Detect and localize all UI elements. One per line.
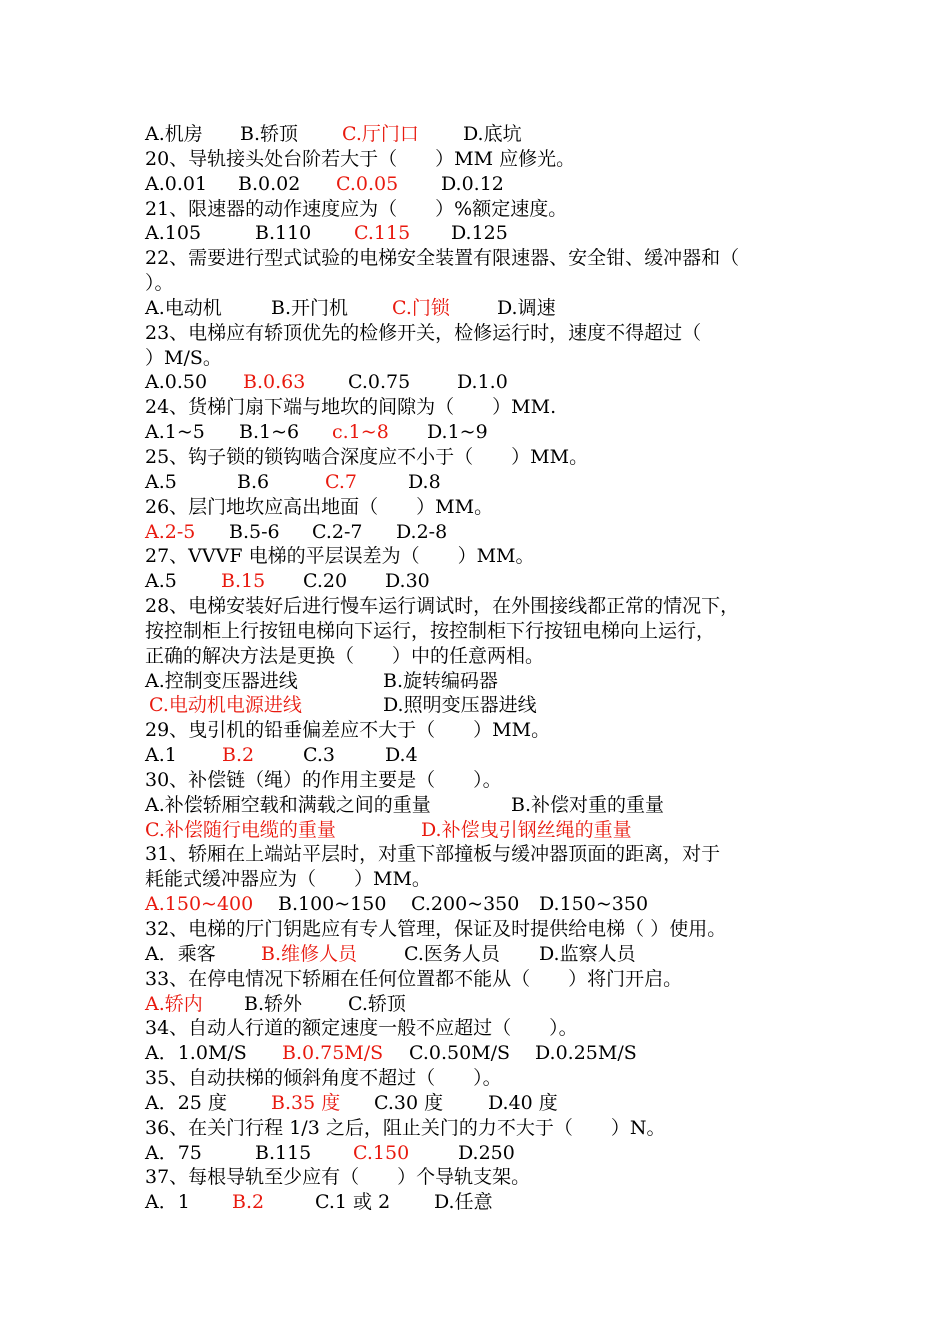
answer-option: A．75: [145, 1141, 202, 1164]
question-text-line: 36、在关门行程 1/3 之后，阻止关门的力不大于（ ）N。: [145, 1116, 666, 1139]
answer-option: D.125: [451, 222, 508, 245]
answer-option: A.0.01: [145, 172, 208, 195]
answer-option-correct: A.2-5: [145, 520, 196, 543]
options-line: [145, 520, 835, 545]
answer-option-correct: C.115: [354, 222, 411, 245]
answer-option: A.1~5: [145, 421, 205, 444]
options-line: [145, 942, 835, 967]
question-text-line: 24、货梯门扇下端与地坎的间隙为（ ）MM.: [145, 396, 557, 419]
answer-option: B.开门机: [271, 296, 349, 319]
question-text-line: 32、电梯的厅门钥匙应有专人管理，保证及时提供给电梯（ ）使用。: [145, 918, 727, 940]
answer-option: D.照明变压器进线: [383, 694, 537, 717]
question-text-line: 29、曳引机的铅垂偏差应不大于（ ）MM。: [145, 719, 551, 742]
answer-option: B.轿外: [244, 992, 303, 1015]
options-line: [145, 693, 835, 718]
question-text-line: 37、每根导轨至少应有（ ）个导轨支架。: [145, 1166, 531, 1189]
answer-option: C.0.75: [348, 371, 411, 394]
answer-option-correct: A.轿内: [145, 992, 203, 1015]
answer-option: A.1: [145, 744, 177, 767]
answer-option: A.5: [145, 470, 177, 493]
question-text-line: 26、层门地坎应高出地面（ ）MM。: [145, 495, 494, 518]
answer-option: D.1~9: [427, 421, 488, 444]
answer-option: D.0.25M/S: [535, 1042, 637, 1065]
answer-option-correct: C.补偿随行电缆的重量: [145, 818, 336, 841]
answer-option: A.5: [145, 570, 177, 593]
question-text-line: 28、电梯安装好后进行慢车运行调试时，在外围接线都正常的情况下，: [145, 595, 740, 618]
answer-option: D.8: [408, 470, 441, 493]
options-line: [145, 818, 835, 843]
answer-option: D.任意: [434, 1191, 493, 1214]
answer-option: B.6: [237, 470, 270, 493]
answer-option: A.105: [145, 222, 202, 245]
options-line: [145, 892, 835, 917]
answer-option-correct: B.15: [221, 570, 266, 593]
answer-option: B.5-6: [229, 520, 280, 543]
answer-option: D.4: [385, 744, 418, 767]
answer-option-correct: B.35 度: [271, 1091, 341, 1114]
answer-option: C.3: [303, 744, 335, 767]
answer-option-correct: C.0.05: [336, 172, 399, 195]
answer-option: C.0.50M/S: [409, 1042, 511, 1065]
options-line: [145, 420, 835, 445]
question-text-line: 30、补偿链（绳）的作用主要是（ ）。: [145, 768, 502, 791]
answer-option: A.0.50: [145, 371, 208, 394]
options-line: [145, 172, 835, 197]
answer-option-correct: B.维修人员: [261, 942, 358, 965]
options-line: [145, 569, 835, 594]
options-line: [145, 1041, 835, 1066]
options-line: [145, 221, 835, 246]
answer-option: B.100~150: [278, 893, 387, 916]
answer-option: C.轿顶: [348, 992, 406, 1015]
answer-option: A．25 度: [145, 1091, 227, 1114]
answer-option: A．1: [145, 1191, 190, 1214]
answer-option-correct: B.0.63: [243, 371, 306, 394]
answer-option-correct: C.7: [325, 470, 357, 493]
answer-option: C.2-7: [312, 520, 363, 543]
options-line: [145, 1091, 835, 1116]
question-text-line: ）M/S。: [145, 346, 222, 369]
answer-option-correct: B.2: [222, 744, 255, 767]
question-text-line: 33、在停电情况下轿厢在任何位置都不能从（ ）将门开启。: [145, 967, 683, 990]
answer-option: A．1.0M/S: [145, 1042, 247, 1065]
answer-option: D.2-8: [396, 520, 448, 543]
answer-option: B.1~6: [239, 421, 300, 444]
answer-option: A．乘客: [145, 942, 216, 965]
options-line: [145, 743, 835, 768]
answer-option: A.补偿轿厢空载和满载之间的重量: [145, 793, 431, 816]
question-text-line: 31、轿厢在上端站平层时，对重下部撞板与缓冲器顶面的距离，对于: [145, 843, 721, 866]
answer-option: C.30 度: [374, 1091, 444, 1114]
options-line: [145, 992, 835, 1017]
question-text-line: 23、电梯应有轿顶优先的检修开关，检修运行时，速度不得超过（: [145, 321, 702, 344]
answer-option-correct: c.1~8: [332, 421, 389, 444]
answer-option-correct: C.电动机电源进线: [149, 694, 302, 717]
options-line: [145, 1190, 835, 1215]
answer-option: D.250: [458, 1141, 515, 1164]
answer-option: C.1 或 2: [315, 1191, 391, 1214]
options-line: [145, 296, 835, 321]
answer-option: B.0.02: [238, 172, 301, 195]
question-text-line: 35、自动扶梯的倾斜角度不超过（ ）。: [145, 1067, 502, 1090]
answer-option-correct: C.厅门口: [342, 123, 419, 145]
question-text-line: 25、钩子锁的锁钩啮合深度应不小于（ ）MM。: [145, 445, 589, 468]
answer-option: D.150~350: [539, 893, 649, 916]
answer-option: D.监察人员: [539, 942, 636, 965]
options-line: [145, 669, 835, 694]
document-body: [145, 122, 835, 1215]
answer-option-correct: C.150: [353, 1141, 410, 1164]
question-text-line: 27、VVVF 电梯的平层误差为（ ）MM。: [145, 545, 535, 568]
answer-option: A.控制变压器进线: [145, 669, 298, 692]
options-line: [145, 470, 835, 495]
question-text-line: 20、导轨接头处台阶若大于（ ）MM 应修光。: [145, 147, 576, 170]
answer-option: A.机房: [145, 123, 203, 145]
answer-option: B.旋转编码器: [383, 669, 499, 692]
options-line: [145, 793, 835, 818]
options-line: [145, 1141, 835, 1166]
answer-option: C.医务人员: [404, 942, 500, 965]
answer-option: A.电动机: [145, 296, 222, 319]
answer-option: D.40 度: [488, 1091, 558, 1114]
question-text-line: 21、限速器的动作速度应为（ ）%额定速度。: [145, 197, 568, 220]
answer-option-correct: B.2: [232, 1191, 265, 1214]
answer-option: B.115: [255, 1141, 312, 1164]
answer-option-correct: D.补偿曳引钢丝绳的重量: [421, 818, 632, 841]
question-text-line: 按控制柜上行按钮电梯向下运行，按控制柜下行按钮电梯向上运行，: [145, 619, 716, 642]
question-text-line: 34、自动人行道的额定速度一般不应超过（ ）。: [145, 1017, 578, 1040]
answer-option: D.30: [385, 570, 430, 593]
question-text-line: 正确的解决方法是更换（ ）中的任意两相。: [145, 644, 545, 667]
answer-option: D.1.0: [457, 371, 508, 394]
answer-option: B.补偿对重的重量: [511, 793, 665, 816]
answer-option-correct: A.150~400: [145, 893, 254, 916]
question-text-line: 22、需要进行型式试验的电梯安全装置有限速器、安全钳、缓冲器和（: [145, 247, 740, 270]
answer-option: B.轿顶: [240, 123, 299, 145]
answer-option: B.110: [255, 222, 312, 245]
answer-option: D.0.12: [441, 172, 504, 195]
answer-option-correct: C.门锁: [392, 296, 450, 319]
options-line: [145, 122, 835, 147]
answer-option: C.20: [303, 570, 348, 593]
options-line: [145, 370, 835, 395]
answer-option: C.200~350: [411, 893, 520, 916]
answer-option: D.调速: [497, 296, 556, 319]
answer-option: D.底坑: [463, 123, 522, 145]
question-text-line: 耗能式缓冲器应为（ ）MM。: [145, 868, 431, 891]
answer-option-correct: B.0.75M/S: [282, 1042, 384, 1065]
question-text-line: ）。: [145, 272, 174, 295]
